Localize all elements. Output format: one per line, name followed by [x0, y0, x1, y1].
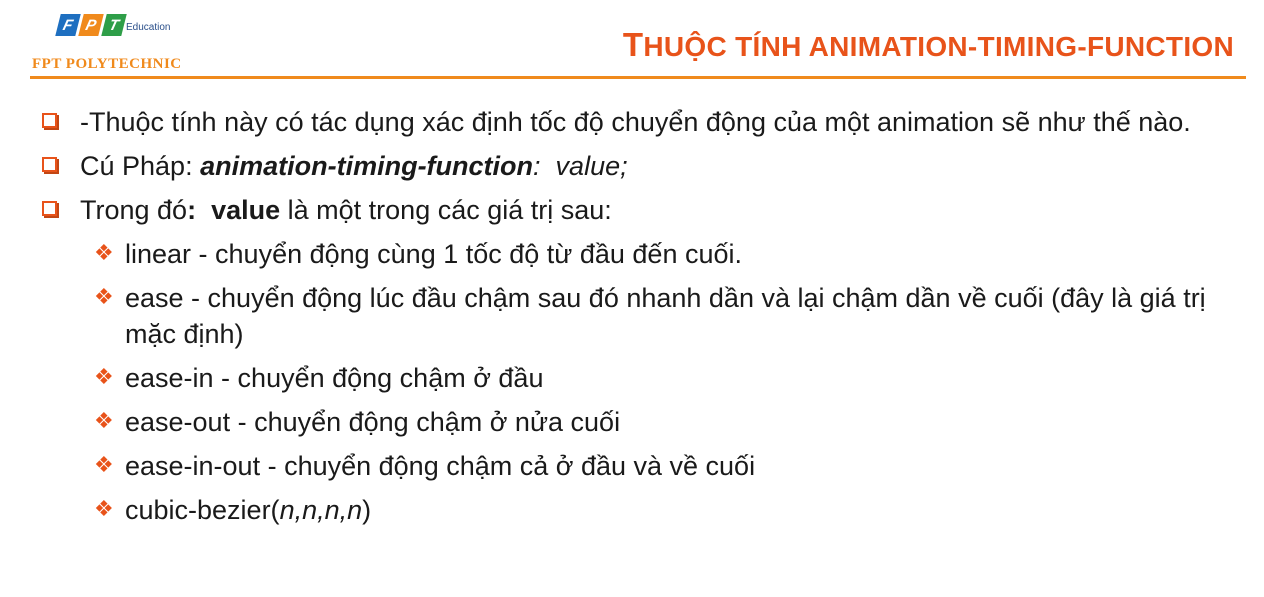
value-item-ease-in-out: [42, 448, 1237, 484]
where-space: [196, 195, 211, 225]
syntax-colon: :: [533, 151, 541, 181]
bullet-where: [42, 192, 1237, 228]
value-item-ease-out: [42, 404, 1237, 440]
value-text: linear - chuyển động cùng 1 tốc độ từ đầu đến cuối.: [125, 239, 742, 269]
diamond-bullet-icon: ❖: [94, 285, 114, 310]
value-text: ease - chuyển động lúc đầu chậm sau đó nhanh dần và lại chậm dần về cuối (đây là giá trị mặc định): [125, 283, 1206, 349]
where-rest: là một trong các giá trị sau:: [280, 195, 612, 225]
diamond-bullet-icon: ❖: [94, 409, 114, 434]
value-item-ease-in: [42, 360, 1237, 396]
value-text: ease-in-out - chuyển động chậm cả ở đầu và về cuối: [125, 451, 756, 481]
diamond-bullet-icon: ❖: [94, 365, 114, 390]
diamond-bullet-icon: ❖: [94, 497, 114, 522]
slide-header: [0, 0, 1264, 82]
logo-polytechnic-text: FPT POLYTECHNIC: [32, 56, 182, 72]
slide-content: [42, 104, 1237, 536]
cubic-bezier-args: n,n,n,n: [279, 495, 363, 525]
value-item-ease: [42, 280, 1237, 352]
cubic-bezier-name: cubic-bezier(: [125, 495, 280, 525]
slide-title-initial: T: [622, 26, 644, 63]
value-item-linear: [42, 236, 1237, 272]
cubic-bezier-close: ): [362, 495, 372, 525]
syntax-prefix: Cú Pháp:: [80, 151, 201, 181]
header-divider: [30, 76, 1246, 79]
diamond-bullet-icon: ❖: [94, 241, 114, 266]
where-colon: :: [187, 195, 197, 225]
fpt-logo: [32, 14, 228, 76]
syntax-value: value;: [540, 151, 628, 181]
square-bullet-icon: [42, 113, 57, 128]
slide-title-rest: HUỘC TÍNH ANIMATION-TIMING-FUNCTION: [643, 31, 1234, 62]
where-prefix: Trong đó: [80, 195, 188, 225]
square-bullet-icon: [42, 157, 57, 172]
bullet-syntax: [42, 148, 1237, 184]
value-item-cubic-bezier: [42, 492, 1237, 528]
diamond-bullet-icon: ❖: [94, 453, 114, 478]
slide-title: [623, 26, 1234, 64]
fpt-logo-boxes: [58, 14, 124, 36]
value-text: ease-in - chuyển động chậm ở đầu: [125, 363, 544, 393]
bullet-description: [42, 104, 1237, 140]
logo-education-text: Education: [126, 22, 171, 33]
bullet-text: -Thuộc tính này có tác dụng xác định tốc độ chuyển động của một animation sẽ như thế nào.: [80, 107, 1191, 137]
square-bullet-icon: [42, 201, 57, 216]
logo-letter-p: P: [78, 14, 103, 36]
value-text: ease-out - chuyển động chậm ở nửa cuối: [125, 407, 621, 437]
logo-letter-f: F: [55, 14, 80, 36]
where-value-word: value: [211, 195, 281, 225]
syntax-keyword: animation-timing-function: [200, 151, 534, 181]
logo-letter-t: T: [101, 14, 126, 36]
